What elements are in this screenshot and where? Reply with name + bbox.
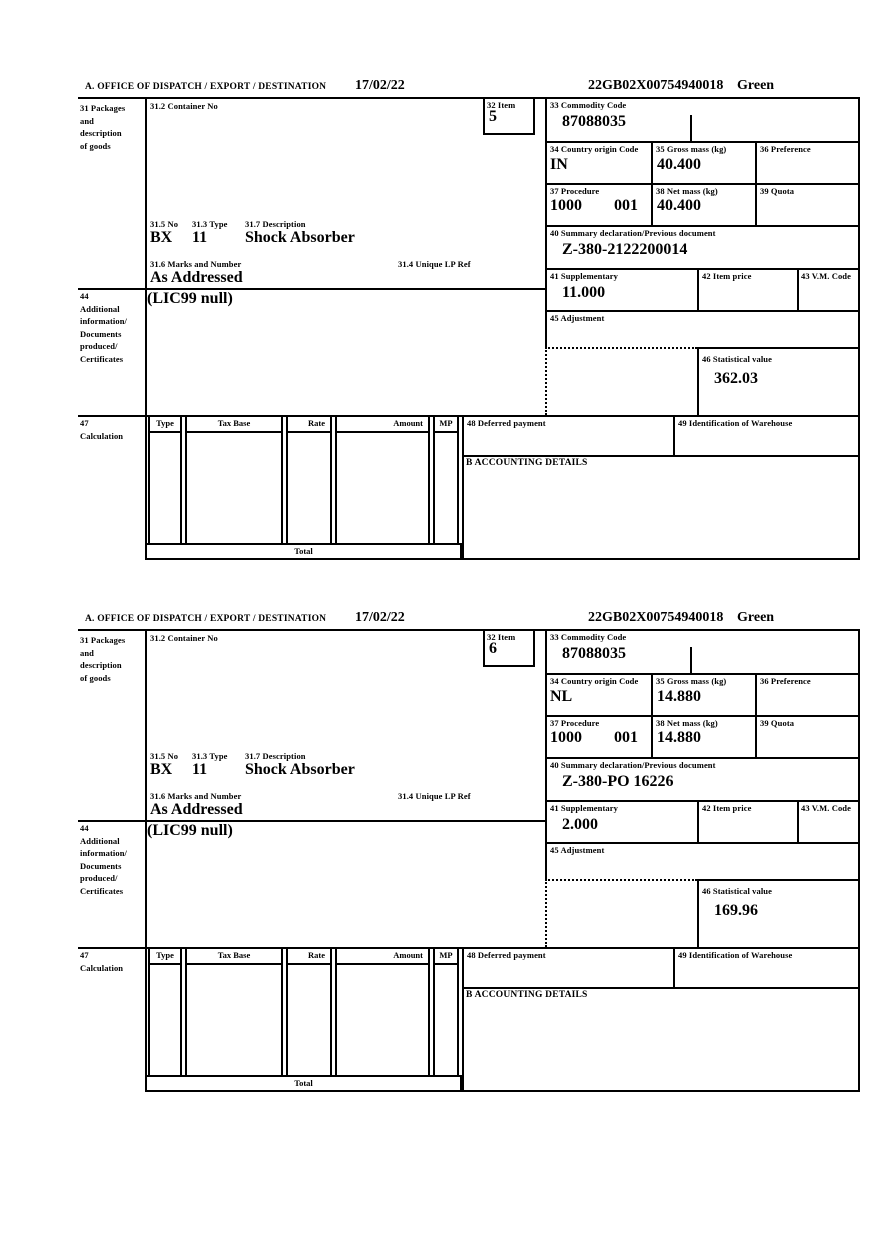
label-line: 47: [80, 418, 89, 428]
declaration-item-section: [0, 78, 882, 562]
calc-column-type-header: Type: [150, 417, 180, 433]
routing-status: Green: [737, 610, 775, 625]
grid-line: [797, 268, 799, 312]
office-of-dispatch-label: A. OFFICE OF DISPATCH / EXPORT / DESTINATION: [85, 614, 327, 624]
grid-line: [545, 673, 860, 675]
box31-packages-label: [80, 102, 125, 152]
accounting-details-label: B ACCOUNTING DETAILS: [466, 990, 588, 1000]
box31-3-type-label: 31.3 Type: [192, 751, 228, 761]
grid-line: [545, 842, 860, 844]
label-line: Certificates: [80, 885, 124, 896]
calc-column-mp-header: MP: [435, 949, 457, 965]
box33-commodity-code-label: 33 Commodity Code: [550, 632, 627, 642]
grid-line: [545, 97, 547, 349]
calc-total-row: Total: [145, 543, 462, 560]
grid-line: [462, 987, 860, 989]
calc-column-rate: [286, 947, 332, 1077]
box47-calculation-label: [80, 949, 123, 974]
box37-procedure-second-value: 001: [614, 197, 638, 214]
calc-column-amount: [335, 415, 430, 545]
mrn-number: 22GB02X00754940018: [588, 78, 724, 93]
label-line: Certificates: [80, 353, 124, 364]
grid-line: [697, 347, 699, 417]
package-kind-value: BX: [150, 761, 173, 778]
calc-column-amount: [335, 947, 430, 1077]
label-line: Additional: [80, 303, 120, 314]
calc-column-type: [148, 947, 182, 1077]
goods-description-value: Shock Absorber: [245, 229, 355, 246]
label-line: Additional: [80, 835, 120, 846]
grid-line: [545, 183, 860, 185]
box31-packages-label: [80, 634, 125, 684]
box31-7-description-label: 31.7 Description: [245, 219, 306, 229]
label-line: description: [80, 128, 122, 138]
label-line: produced/: [80, 873, 118, 883]
box41-supplementary-label: 41 Supplementary: [550, 803, 618, 813]
routing-status: Green: [737, 78, 775, 93]
calc-column-type-header: Type: [150, 949, 180, 965]
grid-line: [697, 268, 699, 312]
additional-information-value: (LIC99 null): [147, 822, 233, 839]
box39-quota-label: 39 Quota: [760, 718, 795, 728]
box44-additional-info-label: [80, 822, 127, 897]
grid-line: [545, 141, 860, 143]
box39-quota-label: 39 Quota: [760, 186, 795, 196]
dotted-grid-line: [545, 347, 547, 415]
grid-line: [545, 629, 547, 881]
grid-line: [697, 879, 860, 881]
dotted-grid-line: [545, 347, 697, 349]
box46-statistical-value: 169.96: [714, 902, 758, 919]
package-kind-value: BX: [150, 229, 173, 246]
box38-net-mass-label: 38 Net mass (kg): [656, 718, 718, 728]
box37-procedure-value: 1000: [550, 729, 582, 746]
box33-commodity-code-label: 33 Commodity Code: [550, 100, 627, 110]
box40-summary-declaration-label: 40 Summary declaration/Previous document: [550, 228, 716, 238]
grid-line: [545, 715, 860, 717]
box31-6-marks-label: 31.6 Marks and Number: [150, 791, 242, 801]
box42-item-price-label: 42 Item price: [702, 271, 752, 281]
marks-and-number-value: As Addressed: [150, 801, 243, 818]
declaration-item-section: [0, 610, 882, 1094]
grid-line: [462, 947, 464, 1092]
label-line: information/: [80, 316, 128, 326]
box47-calculation-label: [80, 417, 123, 442]
label-line: information/: [80, 848, 128, 858]
box37-procedure-label: 37 Procedure: [550, 186, 600, 196]
calc-total-row: Total: [145, 1075, 462, 1092]
calc-column-rate-header: Rate: [288, 949, 330, 965]
dotted-grid-line: [545, 879, 547, 947]
box31-5-no-label: 31.5 No: [150, 751, 179, 761]
box33-commodity-code-value: 87088035: [562, 113, 626, 130]
box34-country-origin-label: 34 Country origin Code: [550, 676, 639, 686]
grid-line: [462, 455, 860, 457]
grid-line: [858, 97, 860, 560]
commodity-code-divider-line: [690, 647, 692, 675]
box45-adjustment-label: 45 Adjustment: [550, 313, 605, 323]
box48-deferred-payment-label: 48 Deferred payment: [467, 418, 546, 428]
label-line: 31 Packages: [80, 635, 126, 645]
box44-additional-info-label: [80, 290, 127, 365]
label-line: 47: [80, 950, 89, 960]
box42-item-price-label: 42 Item price: [702, 803, 752, 813]
grid-line: [755, 141, 757, 227]
grid-line: [858, 629, 860, 1092]
calc-column-amount-header: Amount: [337, 417, 428, 433]
calc-column-mp: [433, 415, 459, 545]
calc-column-tax-base-header: Tax Base: [187, 417, 281, 433]
label-line: of goods: [80, 140, 111, 151]
package-type-value: 11: [192, 229, 208, 246]
box40-previous-document-value: Z-380-2122200014: [562, 241, 688, 258]
box35-gross-mass-value: 40.400: [657, 156, 701, 173]
box49-warehouse-id-label: 49 Identification of Warehouse: [678, 950, 793, 960]
grid-line: [797, 800, 799, 844]
box40-summary-declaration-label: 40 Summary declaration/Previous document: [550, 760, 716, 770]
calc-column-type: [148, 415, 182, 545]
grid-line: [545, 225, 860, 227]
box38-net-mass-value: 14.880: [657, 729, 701, 746]
box35-gross-mass-label: 35 Gross mass (kg): [656, 676, 727, 686]
box41-supplementary-value: 2.000: [562, 816, 598, 833]
dotted-grid-line: [545, 879, 697, 881]
box37-procedure-label: 37 Procedure: [550, 718, 600, 728]
box31-2-container-no-label: 31.2 Container No: [150, 101, 218, 111]
grid-line: [78, 629, 860, 631]
box32-item-label: 32 Item: [487, 632, 516, 642]
marks-and-number-value: As Addressed: [150, 269, 243, 286]
grid-line: [462, 415, 464, 560]
box32-item-number-value: 6: [489, 640, 497, 657]
calc-column-mp: [433, 947, 459, 1077]
box43-vm-code-label: 43 V.M. Code: [801, 271, 852, 281]
box32-item-label: 32 Item: [487, 100, 516, 110]
calc-column-tax-base: [185, 415, 283, 545]
box37-procedure-value: 1000: [550, 197, 582, 214]
label-line: and: [80, 647, 95, 658]
box31-7-description-label: 31.7 Description: [245, 751, 306, 761]
box37-procedure-second-value: 001: [614, 729, 638, 746]
label-line: of goods: [80, 672, 111, 683]
label-line: Documents: [80, 328, 122, 339]
grid-line: [545, 800, 860, 802]
additional-information-value: (LIC99 null): [147, 290, 233, 307]
grid-line: [78, 97, 860, 99]
grid-line: [697, 879, 699, 949]
label-line: produced/: [80, 341, 118, 351]
grid-line: [145, 97, 147, 560]
package-type-value: 11: [192, 761, 208, 778]
box41-supplementary-label: 41 Supplementary: [550, 271, 618, 281]
label-line: Documents: [80, 860, 122, 871]
box31-4-unique-lp-ref-label: 31.4 Unique LP Ref: [398, 259, 471, 269]
grid-line: [697, 347, 860, 349]
accounting-details-label: B ACCOUNTING DETAILS: [466, 458, 588, 468]
grid-line: [755, 673, 757, 759]
grid-line: [545, 757, 860, 759]
grid-line: [651, 673, 653, 759]
box43-vm-code-label: 43 V.M. Code: [801, 803, 852, 813]
calc-column-mp-header: MP: [435, 417, 457, 433]
box36-preference-label: 36 Preference: [760, 676, 811, 686]
box46-statistical-value-label: 46 Statistical value: [702, 354, 772, 364]
box31-5-no-label: 31.5 No: [150, 219, 179, 229]
box46-statistical-value-label: 46 Statistical value: [702, 886, 772, 896]
grid-line: [673, 415, 675, 457]
goods-description-value: Shock Absorber: [245, 761, 355, 778]
calc-column-tax-base-header: Tax Base: [187, 949, 281, 965]
label-line: 31 Packages: [80, 103, 126, 113]
declaration-date: 17/02/22: [355, 78, 405, 93]
box35-gross-mass-label: 35 Gross mass (kg): [656, 144, 727, 154]
office-of-dispatch-label: A. OFFICE OF DISPATCH / EXPORT / DESTINATION: [85, 82, 327, 92]
box45-adjustment-label: 45 Adjustment: [550, 845, 605, 855]
grid-line: [651, 141, 653, 227]
grid-line: [697, 800, 699, 844]
declaration-date: 17/02/22: [355, 610, 405, 625]
grid-line: [545, 268, 860, 270]
label-line: 44: [80, 291, 89, 301]
box40-previous-document-value: Z-380-PO 16226: [562, 773, 674, 790]
box34-country-origin-value: NL: [550, 688, 573, 705]
box38-net-mass-value: 40.400: [657, 197, 701, 214]
calc-column-rate-header: Rate: [288, 417, 330, 433]
box34-country-origin-value: IN: [550, 156, 568, 173]
label-line: and: [80, 115, 95, 126]
label-line: Calculation: [80, 962, 124, 973]
box38-net-mass-label: 38 Net mass (kg): [656, 186, 718, 196]
grid-line: [145, 629, 147, 1092]
box31-2-container-no-label: 31.2 Container No: [150, 633, 218, 643]
box35-gross-mass-value: 14.880: [657, 688, 701, 705]
label-line: Calculation: [80, 430, 124, 441]
commodity-code-divider-line: [690, 115, 692, 143]
box34-country-origin-label: 34 Country origin Code: [550, 144, 639, 154]
calc-column-tax-base: [185, 947, 283, 1077]
box36-preference-label: 36 Preference: [760, 144, 811, 154]
label-line: 44: [80, 823, 89, 833]
grid-line: [545, 310, 860, 312]
box46-statistical-value: 362.03: [714, 370, 758, 387]
mrn-number: 22GB02X00754940018: [588, 610, 724, 625]
box41-supplementary-value: 11.000: [562, 284, 606, 301]
label-line: description: [80, 660, 122, 670]
box33-commodity-code-value: 87088035: [562, 645, 626, 662]
box32-item-number-value: 5: [489, 108, 497, 125]
box49-warehouse-id-label: 49 Identification of Warehouse: [678, 418, 793, 428]
box31-6-marks-label: 31.6 Marks and Number: [150, 259, 242, 269]
box48-deferred-payment-label: 48 Deferred payment: [467, 950, 546, 960]
grid-line: [673, 947, 675, 989]
calc-column-rate: [286, 415, 332, 545]
box31-4-unique-lp-ref-label: 31.4 Unique LP Ref: [398, 791, 471, 801]
calc-column-amount-header: Amount: [337, 949, 428, 965]
box31-3-type-label: 31.3 Type: [192, 219, 228, 229]
